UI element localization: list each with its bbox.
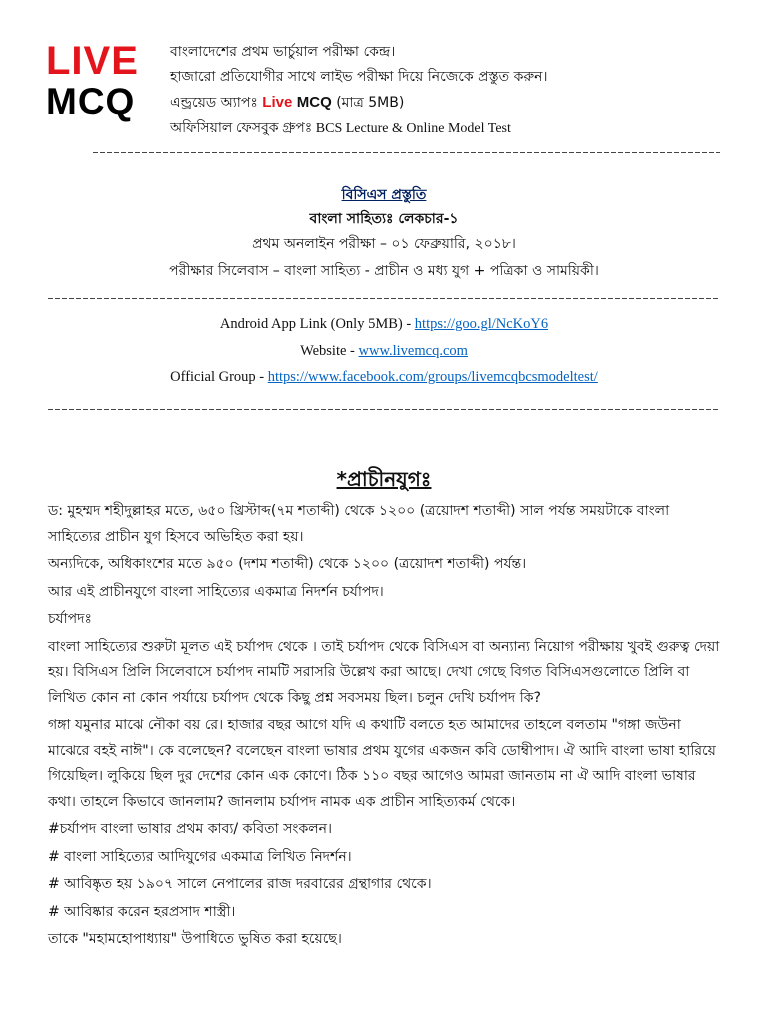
android-app-link-row [48, 311, 720, 338]
bullet-item: # আবিষ্কার করেন হরপ্রসাদ শাস্ত্রী। [48, 903, 236, 920]
section-body [48, 499, 720, 955]
paragraph: আর এই প্রাচীনযুগে বাংলা সাহিত্যের একমাত্র নিদর্শন চর্যাপদ। [48, 583, 384, 600]
paragraph: তাকে "মহামহোপাধ্যায়" উপাধিতে ভুষিত করা হয়েছে। [48, 931, 342, 947]
paragraph: চর্যাপদঃ [48, 611, 93, 627]
intro-block [48, 183, 720, 284]
link-label: Android App Link (Only 5MB) - [219, 316, 412, 332]
subtagline: হাজারো প্রতিযোগীর সাথে লাইভ পরীক্ষা দিয়ে নিজেকে প্রস্তুত করুন। [170, 69, 548, 85]
official-group-link-row [48, 364, 720, 391]
bullet-item: # বাংলা সাহিত্যের আদিযুগের একমাত্র লিখিত নিদর্শন। [48, 848, 352, 865]
logo-live-text: LIVE [46, 39, 139, 83]
website-link[interactable]: www.livemcq.com [358, 342, 468, 359]
header-info [170, 40, 730, 141]
app-name-mcq: MCQ [296, 94, 332, 111]
facebook-group-line: অফিসিয়াল ফেসবুক গ্রুপঃ BCS Lecture & Online Model Test [170, 121, 511, 136]
divider [48, 298, 720, 299]
exam-date: প্রথম অনলাইন পরীক্ষা – ০১ ফেব্রুয়ারি, ২০১৮। [252, 236, 516, 252]
section-heading-text: *প্রাচীনযুগঃ [336, 467, 432, 491]
exam-syllabus: পরীক্ষার সিলেবাস – বাংলা সাহিত্য - প্রাচীন ও মধ্য যুগ + পত্রিকা ও সাময়িকী। [169, 263, 599, 279]
android-app-link[interactable]: https://goo.gl/NcKoY6 [414, 316, 549, 332]
tagline: বাংলাদেশের প্রথম ভার্চুয়াল পরীক্ষা কেন্দ্র। [170, 44, 396, 60]
app-size: (মাত্র 5MB) [336, 95, 405, 111]
link-label: Website - [300, 342, 355, 359]
section-heading [48, 465, 720, 493]
paragraph: অন্যদিকে, অধিকাংশের মতে ৯৫০ (দশম শতাব্দী) থেকে ১২০০ (ত্রয়োদশ শতাব্দী) পর্যন্ত। [48, 556, 527, 572]
app-name-live: Live [262, 94, 293, 111]
divider [93, 152, 720, 153]
bullet-item: # আবিষ্কৃত হয় ১৯০৭ সালে নেপালের রাজ দরবারের গ্রন্থাগার থেকে। [48, 876, 432, 892]
android-app-line [170, 90, 730, 116]
bullet-item: #চর্যাপদ বাংলা ভাষার প্রথম কাব্য/ কবিতা সংকলন। [48, 821, 333, 837]
website-link-row [48, 338, 720, 365]
android-app-label: এন্ড্রয়েড অ্যাপঃ [170, 95, 258, 111]
official-group-link[interactable]: https://www.facebook.com/groups/livemcqbcsmodeltest/ [267, 369, 598, 385]
paragraph: গঙ্গা যমুনার মাঝে নৌকা বয় রে। হাজার বছর আগে যদি এ কথাটি বলতে হত আমাদের তাহলে বলতাম "গঙ্গা জউনা মাঝেরে বহই নাঈ"। কে বলেছেন? বলেছেন বাংলা ভাষার প্রথম যুগের একজন কবি ডোম্বীপাদ। ঐ আদি বাংলা ভাষা হারিয়ে গিয়েছিল। লুকিয়ে ছিল দুর দেশের কোন এক কোণে। ঠিক ১১০ বছর আগেও আমরা জানতাম না ঐ আদি বাংলা ভাষার কথা। তাহলে কিভাবে জানলাম? জানলাম চর্যাপদ নামক এক প্রাচীন সাহিত্যকর্ম থেকে। [48, 717, 716, 810]
live-mcq-logo [46, 40, 146, 122]
links-block [48, 311, 720, 391]
divider [48, 409, 720, 410]
link-label: Official Group - [170, 369, 265, 385]
paragraph: বাংলা সাহিত্যের শুরুটা মূলত এই চর্যাপদ থেকে । তাই চর্যাপদ থেকে বিসিএস বা অন্যান্য নিয়োগ পরীক্ষায় খুবই গুরুত্ব দেয়া হয়। বিসিএস প্রিলি সিলেবাসে চর্যাপদ নামটি সরাসরি উল্লেখ করা আছে। দেখা গেছে বিগত বিসিএসগুলোতে প্রিলি বা লিখিত কোন না কোন পর্যায়ে চর্যাপদ থেকে কিছু প্রশ্ন সবসময় ছিল। চলুন দেখি চর্যাপদ কি? [48, 638, 720, 706]
logo-mcq-text: MCQ [46, 81, 136, 122]
series-title: বিসিএস প্রস্তুতি [341, 187, 427, 203]
paragraph: ড: মুহম্মদ শহীদুল্লাহর মতে, ৬৫০ খ্রিস্টাব্দ(৭ম শতাব্দী) থেকে ১২০০ (ত্রয়োদশ শতাব্দী) সাল পর্যন্ত সময়টাকে বাংলা সাহিত্যের প্রাচীন যুগ হিসবে অভিহিত করা হয়। [48, 503, 670, 545]
lecture-title: বাংলা সাহিত্যঃ লেকচার-১ [309, 211, 459, 227]
